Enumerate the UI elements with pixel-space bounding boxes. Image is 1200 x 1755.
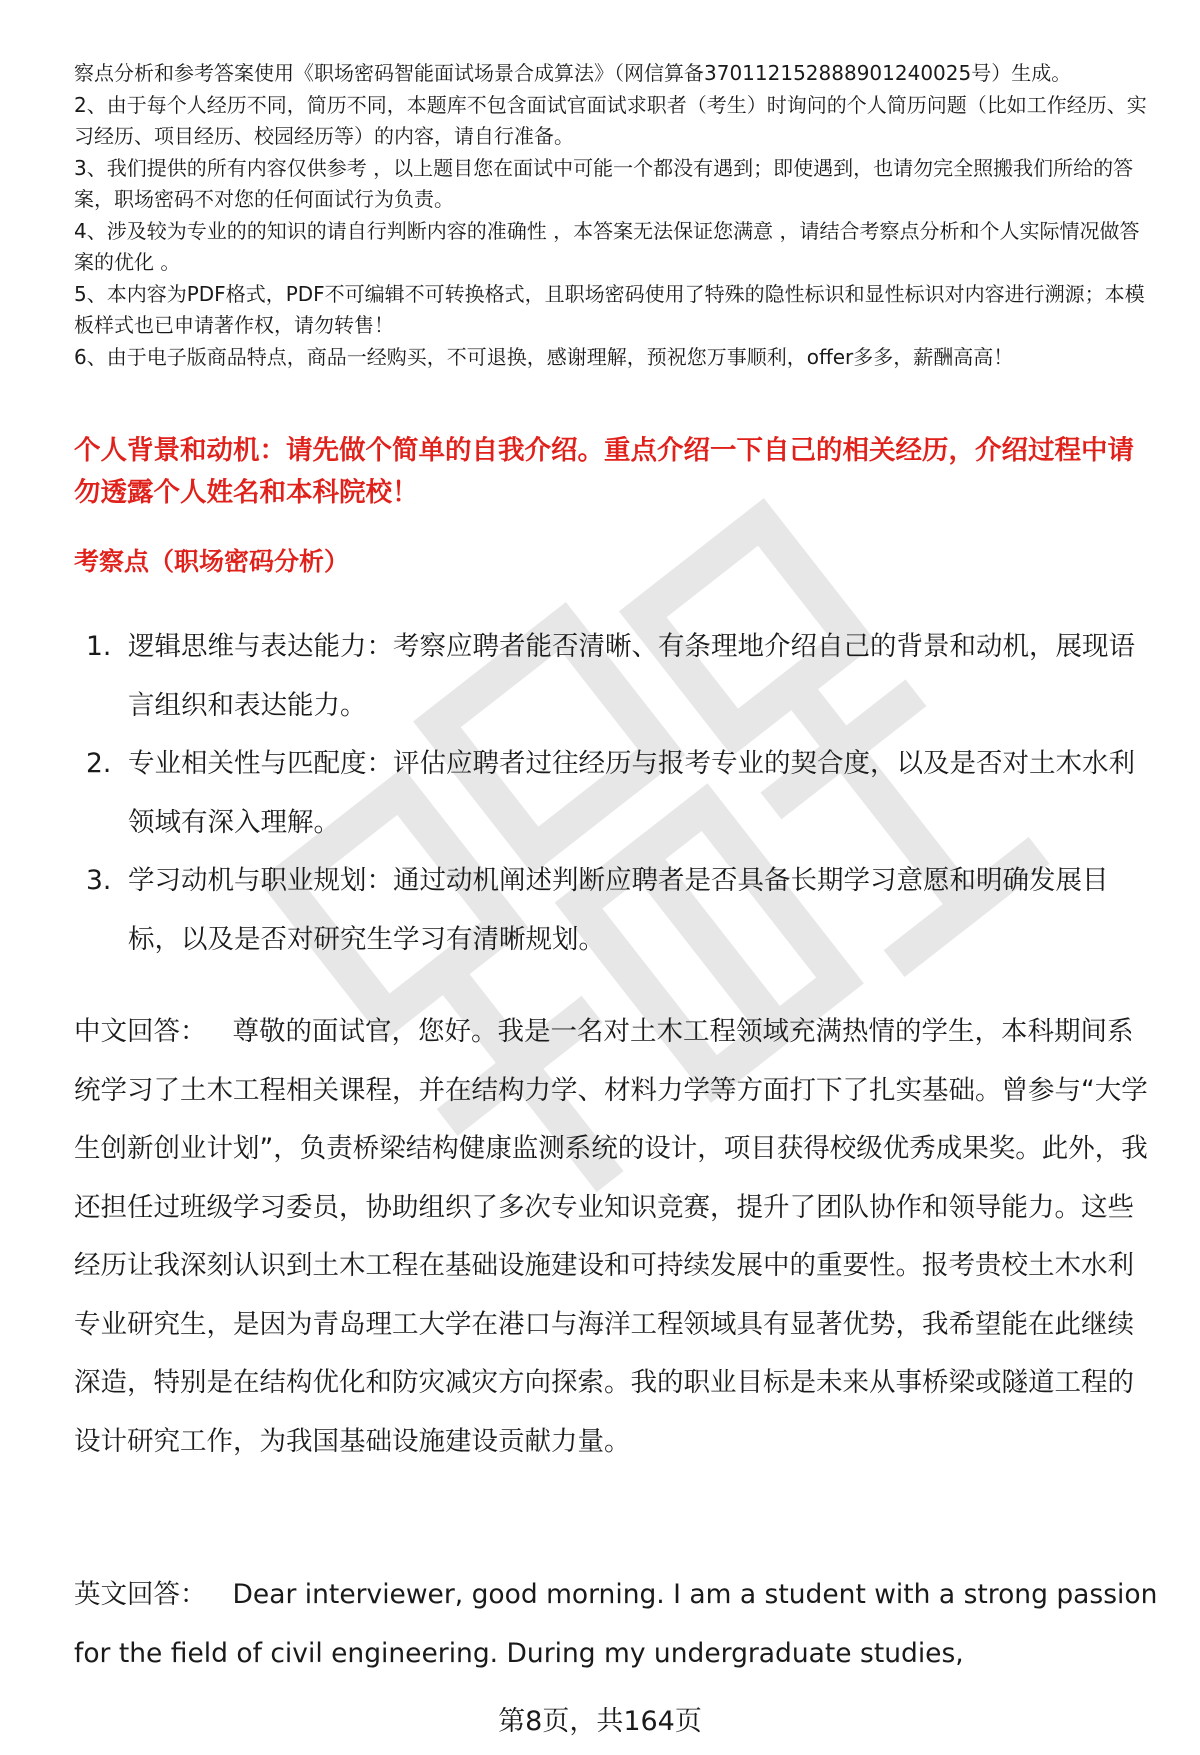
disclaimer-notes <box>74 58 1154 373</box>
page-footer: 第8页，共164页 <box>498 1706 702 1737</box>
note-3: 3、我们提供的所有内容仅供参考 ，以上题目您在面试中可能一个都没有遇到；即使遇到，也请勿完全照搬我们所给的答案，职场密码不对您的任何面试行为负责。 <box>74 155 1134 211</box>
point-number: 2. <box>86 748 112 779</box>
analysis-point <box>74 618 1159 735</box>
question-heading: 个人背景和动机：请先做个简单的自我介绍。重点介绍一下自己的相关经历，介绍过程中请勿透露个人姓名和本科院校！ <box>74 435 1134 508</box>
point-number: 3. <box>86 865 112 896</box>
point-text: 逻辑思维与表达能力：考察应聘者能否清晰、有条理地介绍自己的背景和动机，展现语言组织和表达能力。 <box>128 631 1135 721</box>
english-answer-text: Dear interviewer, good morning. I am a student with a strong passion for the field of civil engineering. During my undergraduate studies, <box>74 1579 1158 1669</box>
point-text: 学习动机与职业规划：通过动机阐述判断应聘者是否具备长期学习意愿和明确发展目标，以及是否对研究生学习有清晰规划。 <box>128 865 1109 955</box>
analysis-point <box>74 852 1159 969</box>
note-2: 2、由于每个人经历不同，简历不同，本题库不包含面试官面试求职者（考生）时询问的个人简历问题（比如工作经历、实习经历、项目经历、校园经历等）的内容，请自行准备。 <box>74 92 1147 148</box>
note-4: 4、涉及较为专业的的知识的请自行判断内容的准确性 ，本答案无法保证您满意 ，请结合考察点分析和个人实际情况做答案的优化 。 <box>74 218 1140 274</box>
point-number: 1. <box>86 631 112 662</box>
analysis-heading: 考察点（职场密码分析） <box>74 547 350 576</box>
analysis-point <box>74 735 1159 852</box>
note-1: 察点分析和参考答案使用《职场密码智能面试场景合成算法》（网信算备370112152888901240025号）生成。 <box>74 61 1072 85</box>
note-6: 6、由于电子版商品特点，商品一经购买，不可退换，感谢理解，预祝您万事顺利，offer多多，薪酬高高！ <box>74 344 1014 369</box>
english-answer-label: 英文回答： <box>74 1579 207 1610</box>
chinese-answer <box>74 1003 1159 1471</box>
point-text: 专业相关性与匹配度：评估应聘者过往经历与报考专业的契合度，以及是否对土木水利领域有深入理解。 <box>128 748 1135 838</box>
chinese-answer-text: 尊敬的面试官，您好。我是一名对土木工程领域充满热情的学生，本科期间系统学习了土木工程相关课程，并在结构力学、材料力学等方面打下了扎实基础。曾参与“大学生创新创业计划”，负责桥梁结构健康监测系统的设计，项目获得校级优秀成果奖。此外，我还担任过班级学习委员，协助组织了多次专业知识竞赛，提升了团队协作和领导能力。这些经历让我深刻认识到土木工程在基础设施建设和可持续发展中的重要性。报考贵校土木水利专业研究生，是因为青岛理工大学在港口与海洋工程领域具有显著优势，我希望能在此继续深造，特别是在结构优化和防灾减灾方向探索。我的职业目标是未来从事桥梁或隧道工程的设计研究工作，为我国基础设施建设贡献力量。 <box>74 1016 1148 1457</box>
english-answer <box>74 1566 1159 1683</box>
note-5: 5、本内容为PDF格式，PDF不可编辑不可转换格式，且职场密码使用了特殊的隐性标识和显性标识对内容进行溯源；本模板样式也已申请著作权，请勿转售！ <box>74 281 1145 337</box>
chinese-answer-label: 中文回答： <box>74 1016 207 1047</box>
analysis-points <box>74 618 1159 969</box>
